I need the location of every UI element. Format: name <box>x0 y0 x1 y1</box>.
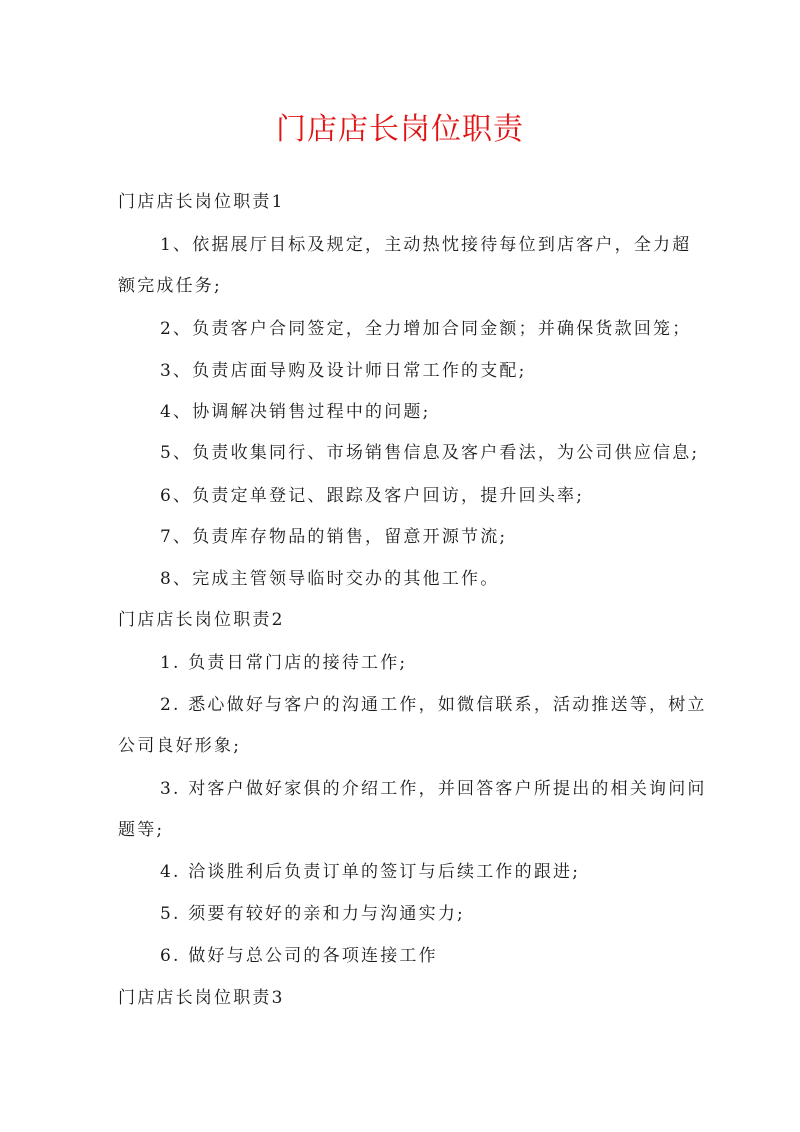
page-title: 门店店长岗位职责 <box>276 112 524 147</box>
list-item-1-1-continued: 额完成任务; <box>118 276 222 296</box>
list-item-1-7: 7、负责库存物品的销售，留意开源节流; <box>160 527 508 547</box>
list-item-1-8: 8、完成主管领导临时交办的其他工作。 <box>160 569 500 589</box>
list-item-2-3: 3. 对客户做好家俱的介绍工作，并回答客户所提出的相关询问问 <box>160 779 707 799</box>
section-heading-2: 门店店长岗位职责2 <box>118 610 285 630</box>
list-item-1-4: 4、协调解决销售过程中的问题; <box>160 402 431 422</box>
list-item-2-1: 1. 负责日常门店的接待工作; <box>160 653 408 673</box>
list-item-2-4: 4. 洽谈胜利后负责订单的签订与后续工作的跟进; <box>160 862 581 882</box>
list-item-1-6: 6、负责定单登记、跟踪及客户回访，提升回头率; <box>160 486 585 506</box>
list-item-2-5: 5. 须要有较好的亲和力与沟通实力; <box>160 904 465 924</box>
list-item-2-2-continued: 公司良好形象; <box>118 736 242 756</box>
list-item-1-1: 1、依据展厅目标及规定，主动热忱接待每位到店客户，全力超 <box>160 235 692 255</box>
section-heading-1: 门店店长岗位职责1 <box>118 192 285 212</box>
list-item-1-5: 5、负责收集同行、市场销售信息及客户看法，为公司供应信息; <box>160 443 700 463</box>
list-item-1-3: 3、负责店面导购及设计师日常工作的支配; <box>160 361 527 381</box>
list-item-2-6: 6. 做好与总公司的各项连接工作 <box>160 946 438 966</box>
list-item-1-2: 2、负责客户合同签定，全力增加合同金额；并确保货款回笼； <box>160 319 692 339</box>
list-item-2-2: 2. 悉心做好与客户的沟通工作，如微信联系，活动推送等，树立 <box>160 695 707 715</box>
section-heading-3: 门店店长岗位职责3 <box>118 988 285 1008</box>
list-item-2-3-continued: 题等; <box>118 820 165 840</box>
